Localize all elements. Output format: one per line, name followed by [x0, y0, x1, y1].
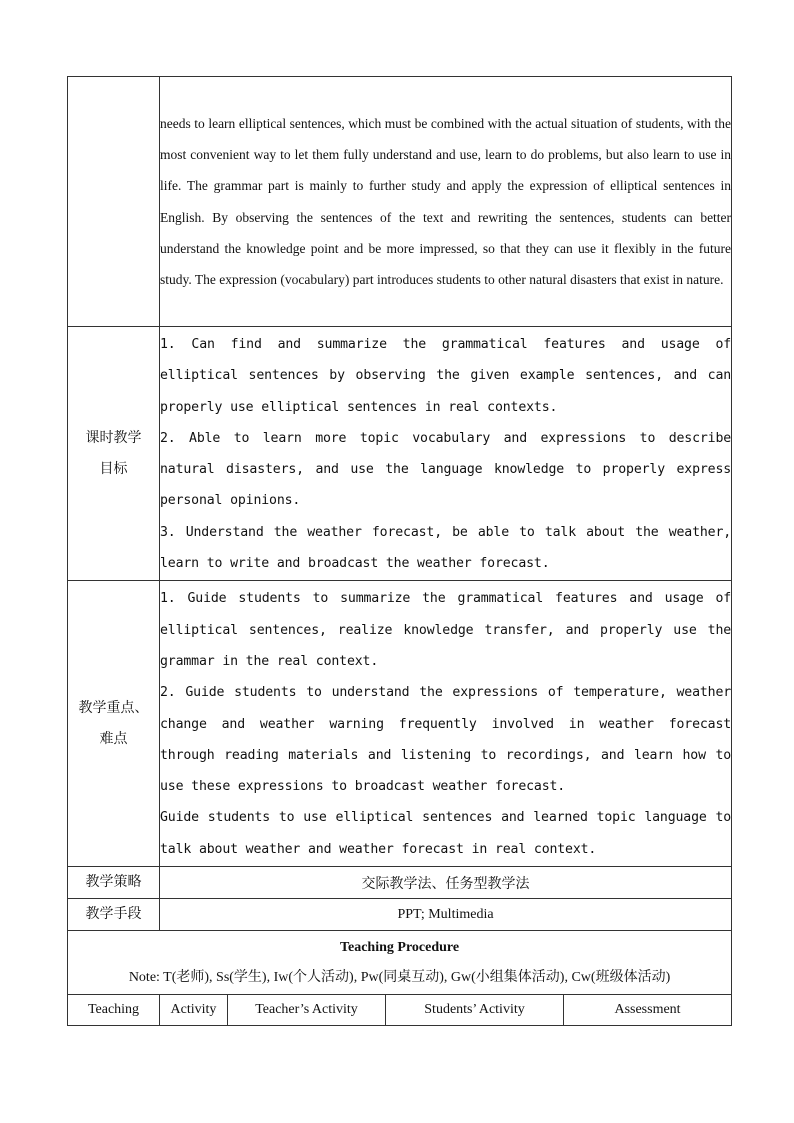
objectives-label: 课时教学 目标 [68, 327, 160, 581]
strategy-row [68, 867, 732, 899]
key-points-content [160, 581, 732, 867]
objective-item: 2. Able to learn more topic vocabulary and expressions to describe natural disasters, and use the language knowledge to properly express personal opinions. [160, 430, 732, 509]
procedure-note: Note: T(老师), Ss(学生), Iw(个人活动), Pw(同桌互动), Gw(小组集体活动), Cw(班级体活动) [128, 970, 671, 986]
objective-item: 3. Understand the weather forecast, be able to talk about the weather, learn to write and broadcast the weather forecast. [160, 524, 732, 572]
column-header-assessment: Assessment [564, 995, 732, 1026]
key-point-item: Guide students to use elliptical sentences and learned topic language to talk about weather and weather forecast in real context. [160, 810, 732, 857]
content-analysis-text: needs to learn elliptical sentences, which must be combined with the actual situation of students, with the most convenient way to let them fully understand and use, learn to do problems, but also learn to use in life. The grammar part is mainly to further study and apply the expression of elliptical sentences in English. By observing the sentences of the text and rewriting the sentences, students can better understand the knowledge point and be more impressed, so that they can use it flexibly in the future study. The expression (vocabulary) part introduces students to other natural disasters that exist in nature. [160, 77, 732, 327]
procedure-header-cell [68, 931, 732, 995]
means-label: 教学手段 [68, 899, 160, 931]
column-header-students-activity: Students’ Activity [386, 995, 564, 1026]
strategy-label: 教学策略 [68, 867, 160, 899]
key-point-item: 2. Guide students to understand the expressions of temperature, weather change and weather warning frequently involved in weather forecast through reading materials and listening to recordings, and learn how to use these expressions to broadcast weather forecast. [160, 685, 732, 795]
column-header-activity: Activity [160, 995, 228, 1026]
strategy-value: 交际教学法、任务型教学法 [160, 867, 732, 899]
content-analysis-row [68, 77, 732, 327]
procedure-title: Teaching Procedure [339, 940, 460, 956]
key-points-label: 教学重点、 难点 [68, 581, 160, 867]
key-point-item: 1. Guide students to summarize the grammatical features and usage of elliptical sentences, realize knowledge transfer, and properly use the grammar in the real context. [160, 591, 732, 669]
procedure-columns-row [68, 995, 732, 1026]
procedure-header-row [68, 931, 732, 995]
means-value: PPT; Multimedia [160, 899, 732, 931]
lesson-plan-table [67, 76, 732, 1026]
key-points-row [68, 581, 732, 867]
objectives-row [68, 327, 732, 581]
column-header-teaching: Teaching [68, 995, 160, 1026]
objectives-content [160, 327, 732, 581]
column-header-teacher-activity: Teacher’s Activity [228, 995, 386, 1026]
objective-item: 1. Can find and summarize the grammatical features and usage of elliptical sentences by observing the given example sentences, and can properly use elliptical sentences in real contexts. [160, 337, 732, 415]
content-analysis-label-cell [68, 77, 160, 327]
means-row [68, 899, 732, 931]
